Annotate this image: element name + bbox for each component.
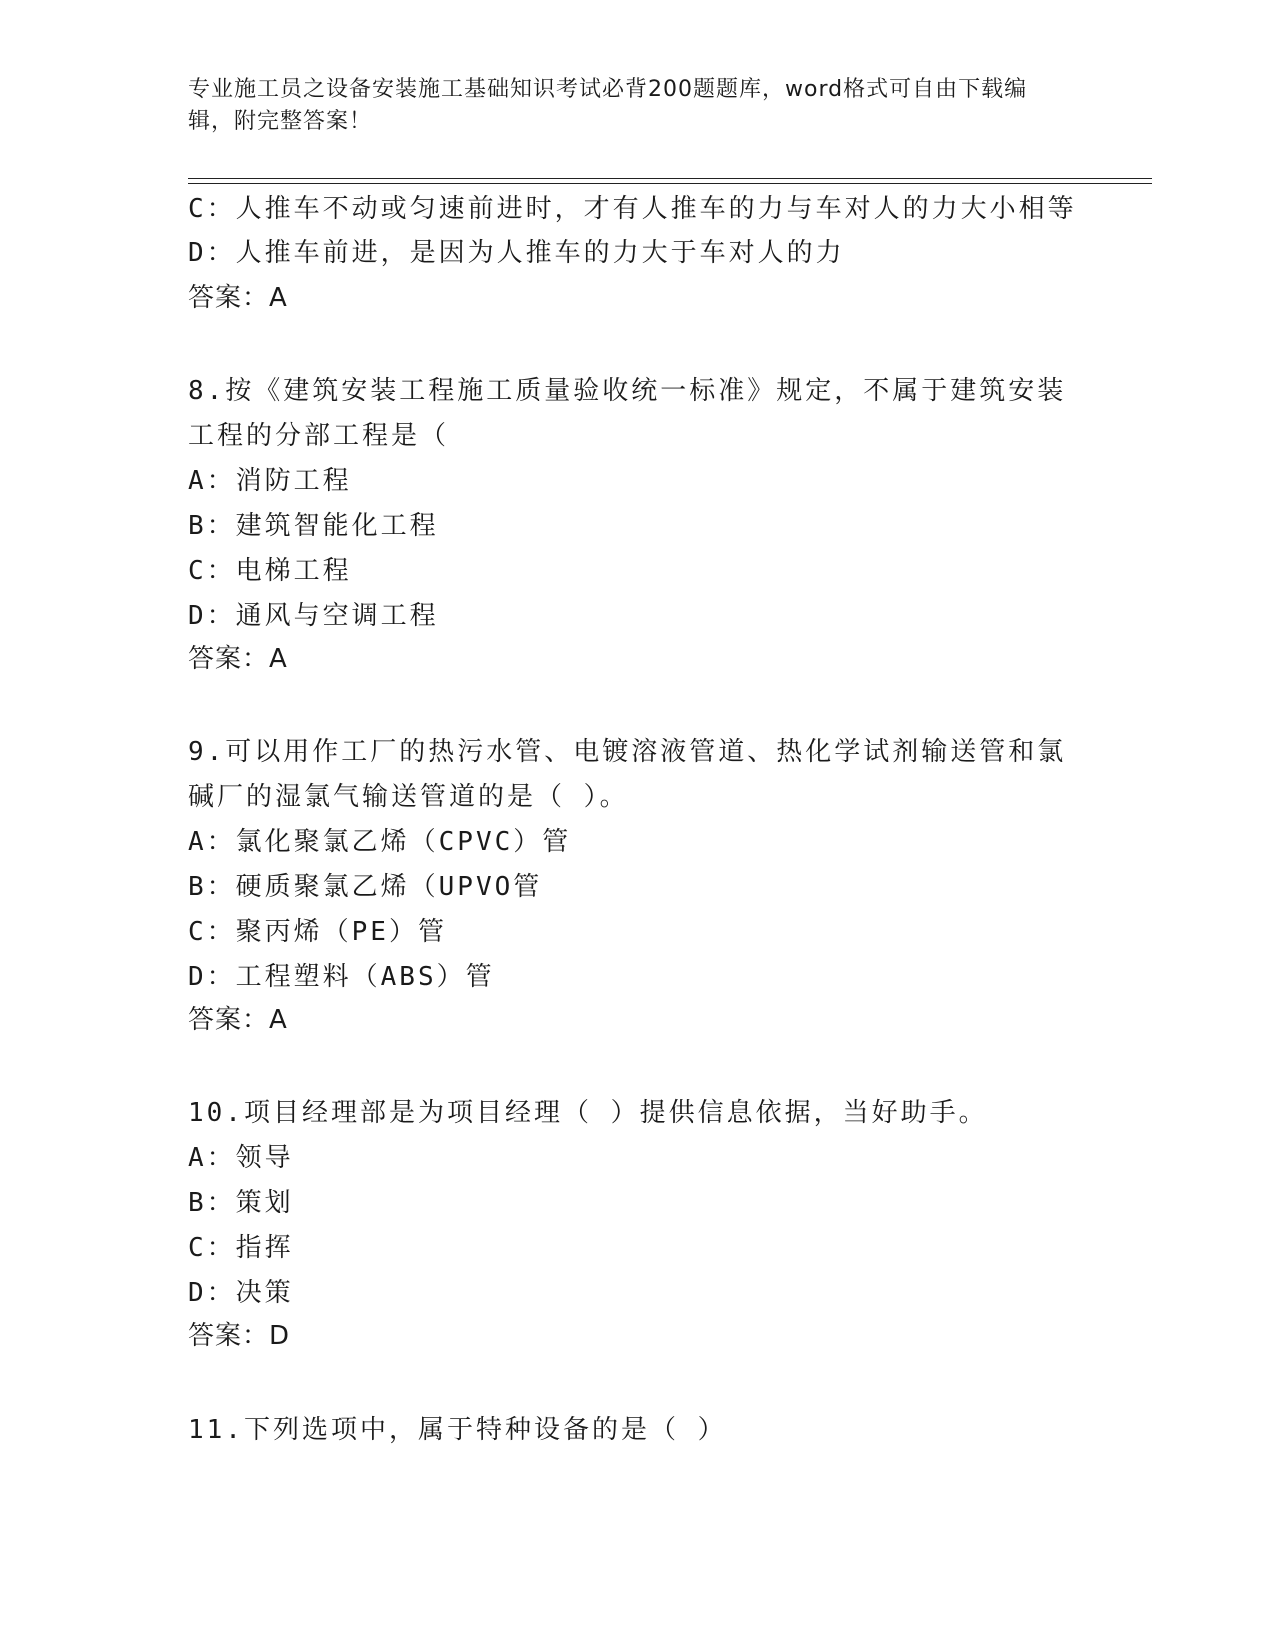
q8-stem-line1: 8.按《建筑安装工程施工质量验收统一标准》规定，不属于建筑安装: [188, 376, 1067, 406]
q9-option-b: B：硬质聚氯乙烯（UPVO管: [188, 872, 543, 902]
q10-option-c: C：指挥: [188, 1233, 294, 1263]
q10-option-a: A：领导: [188, 1143, 294, 1173]
q8-answer: 答案：A: [188, 644, 288, 674]
header-divider-top: [188, 178, 1152, 179]
header-divider-bottom: [188, 183, 1152, 184]
q7-option-c: C：人推车不动或匀速前进时，才有人推车的力与车对人的力大小相等: [188, 194, 1077, 224]
q7-answer: 答案：A: [188, 283, 288, 313]
q10-option-d: D：决策: [188, 1278, 294, 1308]
q9-option-c: C：聚丙烯（PE）管: [188, 917, 447, 947]
q10-stem-line1: 10.项目经理部是为项目经理（ ）提供信息依据，当好助手。: [188, 1098, 988, 1128]
q7-option-d: D：人推车前进，是因为人推车的力大于车对人的力: [188, 238, 845, 268]
q9-stem-line2: 碱厂的湿氯气输送管道的是（ ）。: [188, 782, 629, 812]
q8-option-b: B：建筑智能化工程: [188, 511, 439, 541]
q11-stem-line1: 11.下列选项中，属于特种设备的是（ ）: [188, 1415, 727, 1445]
q8-option-d: D：通风与空调工程: [188, 601, 439, 631]
q9-answer: 答案：A: [188, 1005, 288, 1035]
q10-answer: 答案：D: [188, 1321, 291, 1351]
q8-stem-line2: 工程的分部工程是（: [188, 421, 450, 451]
q8-option-c: C：电梯工程: [188, 556, 352, 586]
q9-stem-line1: 9.可以用作工厂的热污水管、电镀溶液管道、热化学试剂输送管和氯: [188, 737, 1067, 767]
q8-option-a: A：消防工程: [188, 466, 352, 496]
document-header: 专业施工员之设备安装施工基础知识考试必背200题题库，word格式可自由下载编辑，附完整答案！: [188, 77, 1028, 134]
q9-option-a: A：氯化聚氯乙烯（CPVC）管: [188, 827, 572, 857]
q9-option-d: D：工程塑料（ABS）管: [188, 962, 495, 992]
q10-option-b: B：策划: [188, 1188, 294, 1218]
